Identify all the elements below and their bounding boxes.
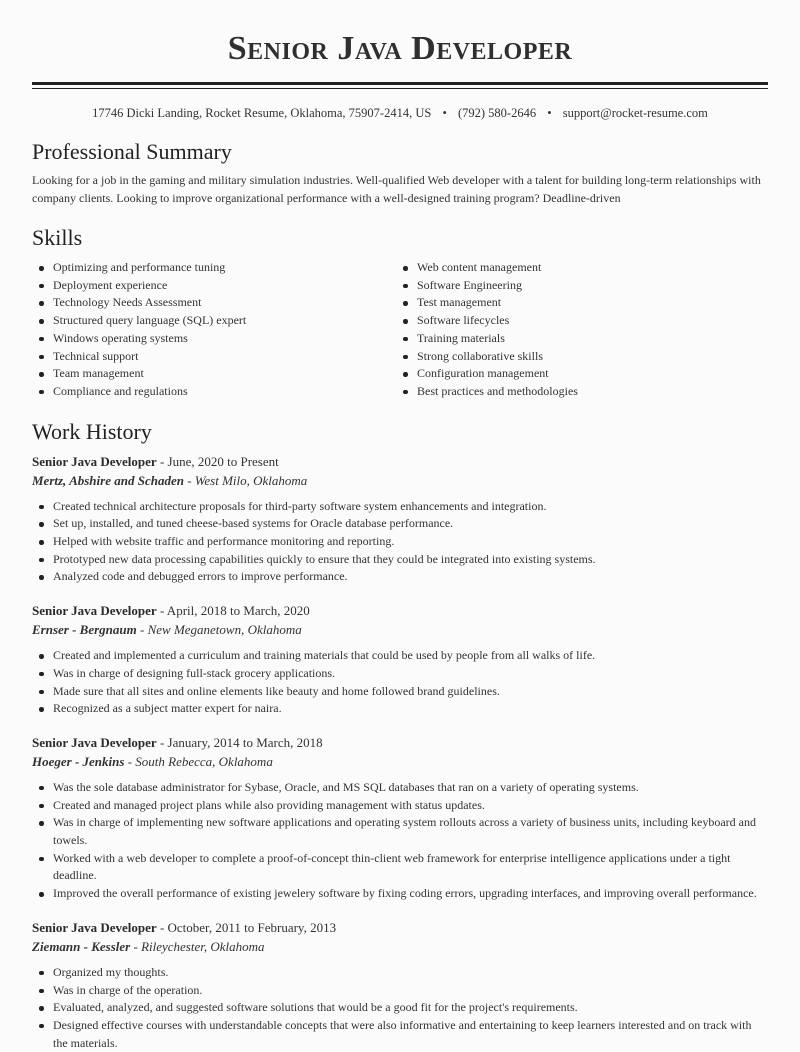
header-rule-thick [32,82,768,85]
job-company-line [32,937,768,956]
contact-phone: (792) 580-2646 [457,106,537,120]
job-title-line [32,734,768,752]
skill-item: Configuration management [396,365,760,383]
job-company-line [32,752,768,771]
duty-item: Organized my thoughts. [32,964,768,982]
skill-item: Deployment experience [32,277,396,295]
job-location: - West Milo, Oklahoma [183,472,308,488]
job-entry [32,919,768,1052]
job-duties [32,498,768,587]
job-dates: - June, 2020 to Present [156,453,279,469]
skill-item: Compliance and regulations [32,383,396,401]
duty-item: Created and managed project plans while also providing management with status updates. [32,797,768,815]
job-company-line [32,471,768,490]
job-title-line [32,602,768,620]
job-company: Mertz, Abshire and Schaden [32,472,184,488]
job-company: Ziemann - Kessler [32,938,131,954]
duty-item: Was in charge of the operation. [32,982,768,1000]
job-duties [32,647,768,718]
duty-item: Analyzed code and debugged errors to improve performance. [32,568,768,586]
skill-item: Training materials [396,330,760,348]
contact-separator: • [442,106,447,120]
contact-line [32,106,768,121]
skills-column-left [32,259,396,401]
job-duties [32,779,768,903]
job-duties [32,964,768,1052]
job-role: Senior Java Developer [32,453,157,469]
duty-item: Helped with website traffic and performance monitoring and reporting. [32,533,768,551]
job-company: Hoeger - Jenkins [32,753,125,769]
contact-separator: • [547,106,552,120]
duty-item: Set up, installed, and tuned cheese-based systems for Oracle database performance. [32,515,768,533]
duty-item: Was in charge of implementing new software applications and operating system rollouts across a variety of business units, including keyboard and towels. [32,814,768,849]
duty-item: Created and implemented a curriculum and training materials that could be used by people from all walks of life. [32,647,768,665]
job-title-line [32,919,768,937]
summary-text: Looking for a job in the gaming and military simulation industries. Well-qualified Web developer with a talent for building long-term relationships with company clients. Looking to improve organizational performance with a well-designed training program? Deadline-driven [32,173,761,205]
job-dates: - January, 2014 to March, 2018 [156,734,323,750]
skill-item: Structured query language (SQL) expert [32,312,396,330]
contact-email: support@rocket-resume.com [562,106,708,120]
skill-item: Optimizing and performance tuning [32,259,396,277]
duty-item: Made sure that all sites and online elements like beauty and home followed brand guidelines. [32,683,768,701]
summary-heading: Professional Summary [32,139,232,164]
skills-heading: Skills [32,225,83,250]
skill-item: Best practices and methodologies [396,383,760,401]
skills-list [32,259,768,401]
skill-item: Technology Needs Assessment [32,294,396,312]
job-title-line [32,453,768,471]
skill-item: Test management [396,294,760,312]
job-dates: - October, 2011 to February, 2013 [156,919,337,935]
skill-item: Web content management [396,259,760,277]
job-company: Ernser - Bergnaum [32,622,137,638]
duty-item: Was in charge of designing full-stack grocery applications. [32,665,768,683]
duty-item: Evaluated, analyzed, and suggested software solutions that would be a good fit for the project's requirements. [32,999,768,1017]
job-role: Senior Java Developer [32,734,157,750]
job-company-line [32,620,768,639]
duty-item: Created technical architecture proposals for third-party software system enhancements and integration. [32,498,768,516]
skill-item: Windows operating systems [32,330,396,348]
skills-column-right [396,259,760,401]
job-location: - New Meganetown, Oklahoma [136,622,302,638]
duty-item: Designed effective courses with understandable concepts that were also informative and entertaining to keep learners interested and on track with the materials. [32,1017,768,1052]
duty-item: Worked with a web developer to complete a proof-of-concept thin-client web framework for enterprise intelligence applications under a tight deadline. [32,850,768,885]
duty-item: Prototyped new data processing capabilities quickly to ensure that they could be integrated into existing systems. [32,551,768,569]
job-entry [32,453,768,587]
job-entry [32,602,768,718]
contact-address: 17746 Dicki Landing, Rocket Resume, Oklahoma, 75907-2414, US [92,106,432,120]
job-location: - South Rebecca, Oklahoma [124,753,273,769]
header-rule-thin [32,88,768,89]
duty-item: Recognized as a subject matter expert for naira. [32,700,768,718]
duty-item: Improved the overall performance of existing jewelery software by fixing coding errors, upgrading interfaces, and improving overall performance. [32,885,768,903]
job-dates: - April, 2018 to March, 2020 [156,603,310,619]
job-role: Senior Java Developer [32,603,157,619]
job-location: - Rileychester, Oklahoma [130,938,265,954]
job-entry [32,734,768,903]
skill-item: Team management [32,365,396,383]
skill-item: Technical support [32,348,396,366]
job-role: Senior Java Developer [32,919,157,935]
duty-item: Was the sole database administrator for Sybase, Oracle, and MS SQL databases that ran on a variety of operating systems. [32,779,768,797]
skill-item: Software lifecycles [396,312,760,330]
skill-item: Strong collaborative skills [396,348,760,366]
work-history-heading: Work History [32,418,152,444]
resume-name-title: Senior Java Developer [227,30,573,67]
skill-item: Software Engineering [396,277,760,295]
